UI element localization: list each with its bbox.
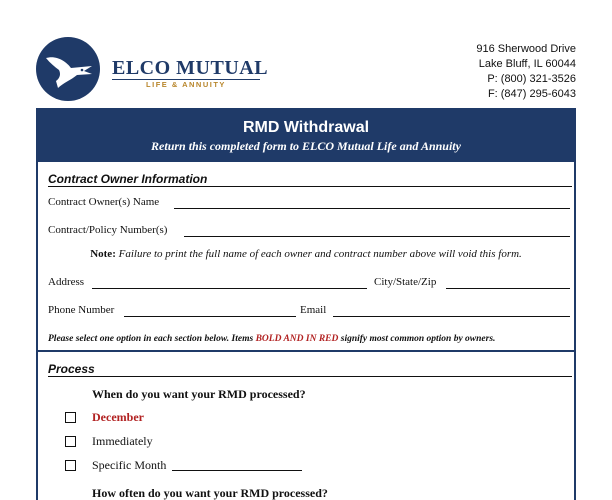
process-frequency-question: How often do you want your RMD processed? — [92, 486, 328, 500]
form-title: RMD Withdrawal — [242, 119, 370, 136]
address-street: 916 Sherwood Drive — [476, 43, 576, 55]
brand-subtitle: LIFE & ANNUITY — [146, 80, 226, 89]
form-frame — [36, 108, 576, 500]
immediately-checkbox[interactable] — [65, 436, 76, 447]
phone-field[interactable] — [124, 303, 296, 317]
email-field[interactable] — [333, 303, 570, 317]
instruction-pre: Please select one option in each section below. Items — [48, 334, 256, 344]
instruction-post: signify most common option by owners. — [338, 334, 496, 344]
specific-month-label: Specific Month — [92, 458, 167, 472]
policy-numbers-label: Contract/Policy Number(s) — [48, 224, 168, 236]
process-section-rule — [48, 376, 572, 377]
city-state-zip-label: City/State/Zip — [374, 276, 437, 288]
address-fax: F: (847) 295-6043 — [487, 88, 576, 100]
form-title-band — [38, 110, 574, 162]
specific-month-checkbox[interactable] — [65, 460, 76, 471]
address-city: Lake Bluff, IL 60044 — [478, 58, 576, 70]
specific-month-field[interactable] — [172, 457, 302, 471]
owner-info-section — [38, 164, 574, 352]
city-state-zip-field[interactable] — [446, 275, 570, 289]
note-text: Failure to print the full name of each owner and contract number above will void this form. — [118, 248, 522, 260]
december-label: December — [92, 410, 144, 424]
immediately-label: Immediately — [92, 434, 153, 448]
eagle-icon — [36, 37, 100, 101]
brand-name: ELCO MUTUAL — [112, 57, 269, 79]
address-label: Address — [48, 276, 85, 288]
december-checkbox[interactable] — [65, 412, 76, 423]
note-label: Note: — [90, 248, 116, 260]
owner-section-heading: Contract Owner Information — [48, 172, 208, 186]
instruction-red: BOLD AND IN RED — [255, 334, 339, 344]
address-phone: P: (800) 321-3526 — [487, 73, 576, 85]
owner-names-field[interactable] — [174, 195, 570, 209]
owner-section-rule — [48, 186, 572, 187]
process-when-question: When do you want your RMD processed? — [92, 387, 306, 401]
form-subtitle: Return this completed form to ELCO Mutual Life and Annuity — [151, 139, 461, 153]
process-section-heading: Process — [48, 362, 95, 376]
company-address — [476, 42, 576, 102]
address-field[interactable] — [92, 275, 367, 289]
phone-label: Phone Number — [48, 304, 115, 316]
company-logo — [36, 37, 100, 101]
policy-numbers-field[interactable] — [184, 223, 570, 237]
void-note — [38, 248, 574, 260]
selection-instruction — [48, 334, 495, 344]
owner-names-label: Contract Owner(s) Name — [48, 196, 160, 208]
email-label: Email — [300, 304, 327, 316]
